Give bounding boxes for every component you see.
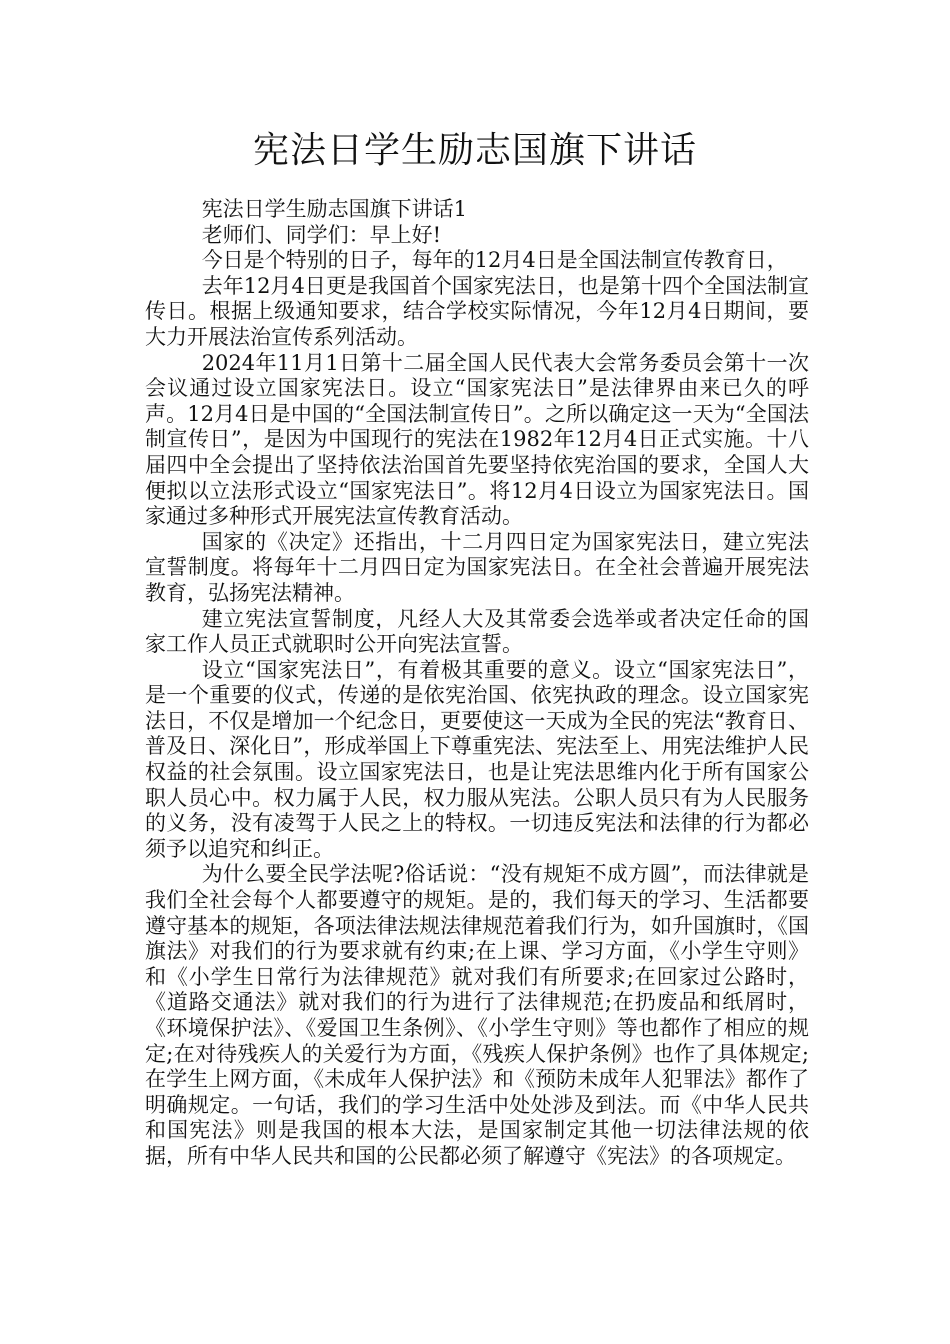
paragraph: 设立“国家宪法日”，有着极其重要的意义。设立“国家宪法日”，是一个重要的仪式，传递的是依宪治国、依宪执政的理念。设立国家宪法日，不仅是增加一个纪念日，更要使这一天成为全民的宪法“教育日、普及日、深化日”，形成举国上下尊重宪法、宪法至上、用宪法维护人民权益的社会氛围。设立国家宪法日，也是让宪法思维内化于所有国家公职人员心中。权力属于人民，权力服从宪法。公职人员只有为人民服务的义务，没有凌驾于人民之上的特权。一切违反宪法和法律的行为都必须予以追究和纠正。 <box>145 657 809 861</box>
document-title: 宪法日学生励志国旗下讲话 <box>252 130 697 171</box>
paragraph-heading: 宪法日学生励志国旗下讲话1 <box>201 197 468 221</box>
paragraph: 今日是个特别的日子，每年的12月4日是全国法制宣传教育日， <box>201 248 788 273</box>
paragraph-greeting: 老师们、同学们：早上好! <box>201 222 442 247</box>
paragraph: 建立宪法宣誓制度，凡经人大及其常委会选举或者决定任命的国家工作人员正式就职时公开向宪法宣誓。 <box>145 606 809 657</box>
paragraph: 去年12月4日更是我国首个国家宪法日，也是第十四个全国法制宣传日。根据上级通知要求，结合学校实际情况，今年12月4日期间，要大力开展法治宣传系列活动。 <box>145 273 809 349</box>
paragraph: 为什么要全民学法呢?俗话说：“没有规矩不成方圆”，而法律就是我们全社会每个人都要遵守的规矩。是的，我们每天的学习、生活都要遵守基本的规矩，各项法律法规法律规范着我们行为，如升国旗时，《国旗法》对我们的行为要求就有约束;在上课、学习方面，《小学生守则》和《小学生日常行为法律规范》就对我们有所要求;在回家过公路时，《道路交通法》就对我们的行为进行了法律规范;在扔废品和纸屑时，《环境保护法》、《爱国卫生条例》、《小学生守则》等也都作了相应的规定;在对待残疾人的关爱行为方面，《残疾人保护条例》也作了具体规定;在学生上网方面，《未成年人保护法》和《预防未成年人犯罪法》都作了明确规定。一句话，我们的学习生活中处处涉及到法。而《中华人民共和国宪法》则是我国的根本大法，是国家制定其他一切法律法规的依据，所有中华人民共和国的公民都必须了解遵守《宪法》的各项规定。 <box>145 862 809 1168</box>
paragraph: 国家的《决定》还指出，十二月四日定为国家宪法日，建立宪法宣誓制度。将每年十二月四日定为国家宪法日。在全社会普遍开展宪法教育，弘扬宪法精神。 <box>145 529 809 605</box>
document-body <box>145 197 809 1170</box>
paragraph: 2024年11月1日第十二届全国人民代表大会常务委员会第十一次会议通过设立国家宪法日。设立“国家宪法日”是法律界由来已久的呼声。12月4日是中国的“全国法制宣传日”。之所以确定这一天为“全国法制宣传日”，是因为中国现行的宪法在1982年12月4日正式实施。十八届四中全会提出了坚持依法治国首先要坚持依宪治国的要求，全国人大便拟以立法形式设立“国家宪法日”。将12月4日设立为国家宪法日。国家通过多种形式开展宪法宣传教育活动。 <box>145 350 809 529</box>
